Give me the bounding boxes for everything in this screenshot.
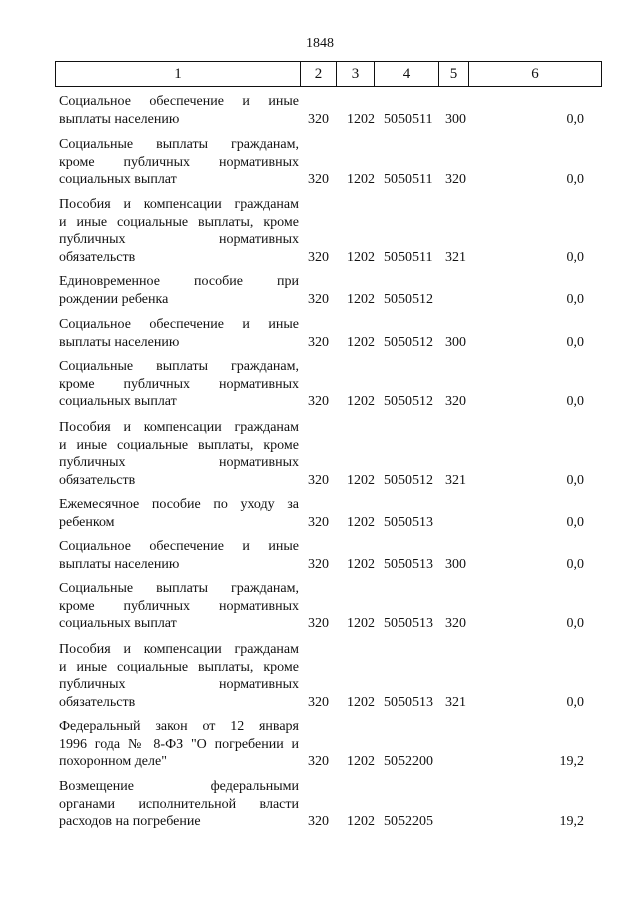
code-section: 320 bbox=[308, 172, 329, 187]
description-line: и иные социальные выплаты, кроме bbox=[59, 437, 299, 453]
description-line: кроме публичных нормативных bbox=[59, 598, 299, 614]
header-col-5: 5 bbox=[439, 62, 469, 86]
code-subsection: 1202 bbox=[347, 814, 375, 829]
code-subsection: 1202 bbox=[347, 111, 375, 127]
row-amount: 0,0 bbox=[566, 694, 584, 710]
row-description bbox=[59, 496, 299, 531]
description-line: Пособия и компенсации гражданам bbox=[59, 197, 299, 212]
header-col-2: 2 bbox=[301, 62, 337, 86]
code-target: 5050512 bbox=[384, 291, 433, 307]
description-line: обязательств bbox=[59, 472, 136, 488]
description-line: рождении ребенка bbox=[59, 291, 169, 307]
code-expense-type: 321 bbox=[445, 249, 466, 265]
code-section: 320 bbox=[308, 814, 329, 829]
row-amount: 0,0 bbox=[566, 172, 584, 187]
code-target: 5052200 bbox=[384, 754, 433, 769]
description-line: выплаты населению bbox=[59, 111, 180, 127]
description-line: и иные социальные выплаты, кроме bbox=[59, 214, 299, 230]
code-section: 320 bbox=[308, 694, 329, 710]
description-line: кроме публичных нормативных bbox=[59, 154, 299, 170]
code-section: 320 bbox=[308, 249, 329, 265]
code-subsection: 1202 bbox=[347, 394, 375, 409]
description-line: органами исполнительной власти bbox=[59, 796, 299, 812]
description-line: Социальные выплаты гражданам, bbox=[59, 581, 299, 596]
code-subsection: 1202 bbox=[347, 291, 375, 307]
description-line: кроме публичных нормативных bbox=[59, 376, 299, 392]
code-section: 320 bbox=[308, 514, 329, 530]
code-expense-type: 321 bbox=[445, 694, 466, 710]
row-description bbox=[59, 580, 299, 633]
code-section: 320 bbox=[308, 111, 329, 127]
code-section: 320 bbox=[308, 472, 329, 488]
row-amount: 19,2 bbox=[559, 814, 584, 829]
description-line: выплаты населению bbox=[59, 556, 180, 572]
header-col-1: 1 bbox=[56, 62, 301, 86]
description-line: Федеральный закон от 12 января bbox=[59, 719, 299, 734]
description-line: расходов на погребение bbox=[59, 814, 201, 829]
row-amount: 0,0 bbox=[566, 472, 584, 488]
row-description bbox=[59, 136, 299, 189]
row-amount: 0,0 bbox=[566, 556, 584, 572]
code-expense-type: 300 bbox=[445, 111, 466, 127]
code-section: 320 bbox=[308, 754, 329, 769]
description-line: ребенком bbox=[59, 514, 115, 530]
description-line: социальных выплат bbox=[59, 394, 177, 409]
code-subsection: 1202 bbox=[347, 556, 375, 572]
description-line: публичных нормативных bbox=[59, 232, 299, 247]
code-section: 320 bbox=[308, 394, 329, 409]
description-line: Пособия и компенсации гражданам bbox=[59, 642, 299, 657]
code-expense-type: 320 bbox=[445, 616, 466, 631]
code-subsection: 1202 bbox=[347, 334, 375, 350]
row-description bbox=[59, 358, 299, 411]
description-line: Социальное обеспечение и иные bbox=[59, 317, 299, 332]
code-expense-type: 321 bbox=[445, 472, 466, 488]
code-target: 5050513 bbox=[384, 556, 433, 572]
code-target: 5050511 bbox=[384, 172, 433, 187]
code-subsection: 1202 bbox=[347, 249, 375, 265]
description-line: обязательств bbox=[59, 249, 136, 265]
row-amount: 0,0 bbox=[566, 291, 584, 307]
row-description bbox=[59, 718, 299, 771]
row-description bbox=[59, 273, 299, 308]
code-section: 320 bbox=[308, 616, 329, 631]
description-line: Возмещение федеральными bbox=[59, 779, 299, 794]
description-line: публичных нормативных bbox=[59, 677, 299, 692]
page-number: 1848 bbox=[306, 36, 334, 51]
description-line: обязательств bbox=[59, 694, 136, 710]
row-amount: 0,0 bbox=[566, 111, 584, 127]
row-description bbox=[59, 93, 299, 128]
code-target: 5050513 bbox=[384, 616, 433, 631]
row-amount: 0,0 bbox=[566, 334, 584, 350]
code-target: 5050512 bbox=[384, 334, 433, 350]
description-line: Ежемесячное пособие по уходу за bbox=[59, 497, 299, 512]
row-description bbox=[59, 538, 299, 573]
code-section: 320 bbox=[308, 291, 329, 307]
row-amount: 0,0 bbox=[566, 616, 584, 631]
header-col-4: 4 bbox=[375, 62, 439, 86]
description-line: похоронном деле" bbox=[59, 754, 167, 769]
code-target: 5050511 bbox=[384, 111, 433, 127]
header-col-3: 3 bbox=[337, 62, 375, 86]
code-section: 320 bbox=[308, 556, 329, 572]
description-line: публичных нормативных bbox=[59, 455, 299, 470]
code-subsection: 1202 bbox=[347, 616, 375, 631]
row-amount: 0,0 bbox=[566, 514, 584, 530]
description-line: социальных выплат bbox=[59, 616, 177, 631]
code-expense-type: 320 bbox=[445, 172, 466, 187]
row-description bbox=[59, 196, 299, 266]
code-subsection: 1202 bbox=[347, 472, 375, 488]
code-target: 5050513 bbox=[384, 514, 433, 530]
code-subsection: 1202 bbox=[347, 172, 375, 187]
row-description bbox=[59, 641, 299, 711]
code-expense-type: 300 bbox=[445, 556, 466, 572]
description-line: социальных выплат bbox=[59, 172, 177, 187]
description-line: Социальное обеспечение и иные bbox=[59, 539, 299, 554]
table-header bbox=[55, 61, 602, 87]
description-line: Социальное обеспечение и иные bbox=[59, 94, 299, 109]
code-target: 5050513 bbox=[384, 694, 433, 710]
code-target: 5050511 bbox=[384, 249, 433, 265]
description-line: Социальные выплаты гражданам, bbox=[59, 137, 299, 152]
row-amount: 0,0 bbox=[566, 249, 584, 265]
description-line: Социальные выплаты гражданам, bbox=[59, 359, 299, 374]
code-target: 5050512 bbox=[384, 394, 433, 409]
code-subsection: 1202 bbox=[347, 754, 375, 769]
code-target: 5052205 bbox=[384, 814, 433, 829]
row-amount: 0,0 bbox=[566, 394, 584, 409]
code-section: 320 bbox=[308, 334, 329, 350]
row-description bbox=[59, 778, 299, 831]
row-description bbox=[59, 316, 299, 351]
code-expense-type: 300 bbox=[445, 334, 466, 350]
header-col-6: 6 bbox=[531, 66, 539, 82]
code-expense-type: 320 bbox=[445, 394, 466, 409]
description-line: и иные социальные выплаты, кроме bbox=[59, 659, 299, 675]
row-description bbox=[59, 419, 299, 489]
code-subsection: 1202 bbox=[347, 514, 375, 530]
row-amount: 19,2 bbox=[559, 754, 584, 769]
code-subsection: 1202 bbox=[347, 694, 375, 710]
description-line: выплаты населению bbox=[59, 334, 180, 350]
code-target: 5050512 bbox=[384, 472, 433, 488]
description-line: Единовременное пособие при bbox=[59, 274, 299, 289]
description-line: Пособия и компенсации гражданам bbox=[59, 420, 299, 435]
description-line: 1996 года № 8-ФЗ "О погребении и bbox=[59, 736, 299, 752]
